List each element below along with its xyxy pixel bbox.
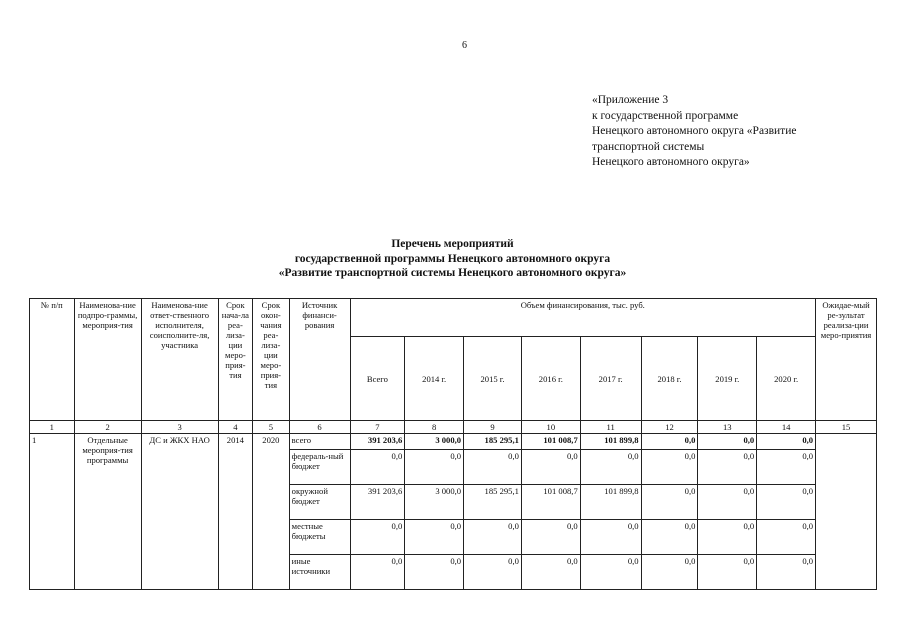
column-number: 2: [74, 421, 141, 434]
value-cell: 3 000,0: [405, 485, 464, 520]
header-year-2020: 2020 г.: [757, 337, 816, 421]
appendix-note: [592, 93, 796, 171]
entry-name: Отдельные мероприя-тия программы: [74, 434, 141, 590]
source-cell: всего: [289, 434, 350, 450]
value-cell: 0,0: [757, 485, 816, 520]
header-year-2014: 2014 г.: [405, 337, 464, 421]
value-cell: 0,0: [405, 450, 464, 485]
column-number: 5: [253, 421, 290, 434]
value-cell: 3 000,0: [405, 434, 464, 450]
column-number: 13: [698, 421, 757, 434]
appendix-line: транспортной системы: [592, 140, 705, 153]
value-cell: 0,0: [698, 450, 757, 485]
column-number: 1: [30, 421, 75, 434]
entry-end: 2020: [253, 434, 290, 590]
value-cell: 0,0: [757, 520, 816, 555]
value-cell: 0,0: [464, 520, 522, 555]
value-cell: 0,0: [405, 520, 464, 555]
value-cell: 391 203,6: [350, 485, 405, 520]
header-expected: Ожидае-мый ре-зультат реализа-ции меро-приятия: [816, 299, 877, 421]
title-line: «Развитие транспортной системы Ненецкого автономного округа»: [278, 267, 627, 279]
value-cell: 0,0: [698, 555, 757, 590]
header-year-2018: 2018 г.: [641, 337, 698, 421]
header-funding: Объем финансирования, тыс. руб.: [350, 299, 816, 337]
entry-executor: ДС и ЖКХ НАО: [141, 434, 218, 590]
header-year-2019: 2019 г.: [698, 337, 757, 421]
value-cell: 0,0: [641, 485, 698, 520]
appendix-line: Ненецкого автономного округа»: [592, 156, 750, 168]
table-row: [30, 434, 877, 450]
value-cell: 0,0: [641, 434, 698, 450]
title-line: государственной программы Ненецкого автономного округа: [294, 252, 611, 265]
column-number: 10: [521, 421, 580, 434]
value-cell: 101 008,7: [521, 485, 580, 520]
value-cell: 0,0: [757, 434, 816, 450]
appendix-line: к государственной программе: [592, 109, 739, 122]
column-number: 15: [816, 421, 877, 434]
value-cell: 0,0: [521, 555, 580, 590]
column-number: 12: [641, 421, 698, 434]
value-cell: 0,0: [580, 555, 641, 590]
value-cell: 0,0: [757, 555, 816, 590]
value-cell: 185 295,1: [464, 434, 522, 450]
source-cell: местные бюджеты: [289, 520, 350, 555]
value-cell: 0,0: [641, 450, 698, 485]
source-cell: иные источники: [289, 555, 350, 590]
header-name: Наименова-ние подпро-граммы, мероприя-тия: [74, 299, 141, 421]
value-cell: 0,0: [757, 450, 816, 485]
header-executor: Наименова-ние ответ-ственного исполнителя, соисполните-ля, участника: [141, 299, 218, 421]
column-number: 3: [141, 421, 218, 434]
column-number: 14: [757, 421, 816, 434]
value-cell: 0,0: [698, 485, 757, 520]
value-cell: 0,0: [698, 520, 757, 555]
source-cell: федераль-ный бюджет: [289, 450, 350, 485]
value-cell: 0,0: [350, 555, 405, 590]
column-number: 6: [289, 421, 350, 434]
title-line: Перечень мероприятий: [391, 238, 514, 250]
value-cell: 101 008,7: [521, 434, 580, 450]
header-start: Срок нача-ла реа-лиза-ции меро-прия-тия: [218, 299, 252, 421]
value-cell: 0,0: [350, 450, 405, 485]
column-number: 9: [464, 421, 522, 434]
value-cell: 0,0: [464, 450, 522, 485]
value-cell: 0,0: [580, 520, 641, 555]
value-cell: 0,0: [580, 450, 641, 485]
value-cell: 0,0: [464, 555, 522, 590]
header-end: Срок окон-чания реа-лиза-ции меро-прия-тия: [253, 299, 290, 421]
header-year-2017: 2017 г.: [580, 337, 641, 421]
source-cell: окружной бюджет: [289, 485, 350, 520]
header-source: Источник финанси-рования: [289, 299, 350, 421]
value-cell: 101 899,8: [580, 485, 641, 520]
column-number: 11: [580, 421, 641, 434]
activities-table: [29, 298, 877, 590]
header-year-2015: 2015 г.: [464, 337, 522, 421]
entry-start: 2014: [218, 434, 252, 590]
value-cell: 0,0: [521, 520, 580, 555]
value-cell: 101 899,8: [580, 434, 641, 450]
header-num: № п/п: [30, 299, 75, 421]
header-year-2016: 2016 г.: [521, 337, 580, 421]
value-cell: 0,0: [641, 555, 698, 590]
entry-expected: [816, 434, 877, 590]
value-cell: 391 203,6: [350, 434, 405, 450]
value-cell: 185 295,1: [464, 485, 522, 520]
column-number: 7: [350, 421, 405, 434]
value-cell: 0,0: [698, 434, 757, 450]
column-number: 8: [405, 421, 464, 434]
value-cell: 0,0: [521, 450, 580, 485]
value-cell: 0,0: [350, 520, 405, 555]
value-cell: 0,0: [405, 555, 464, 590]
appendix-line: «Приложение 3: [592, 94, 669, 106]
value-cell: 0,0: [641, 520, 698, 555]
entry-num: 1: [30, 434, 75, 590]
appendix-line: Ненецкого автономного округа «Развитие: [592, 125, 797, 137]
document-title: [0, 237, 905, 281]
page-number: 6: [462, 40, 467, 51]
header-total: Всего: [350, 337, 405, 421]
column-number: 4: [218, 421, 252, 434]
